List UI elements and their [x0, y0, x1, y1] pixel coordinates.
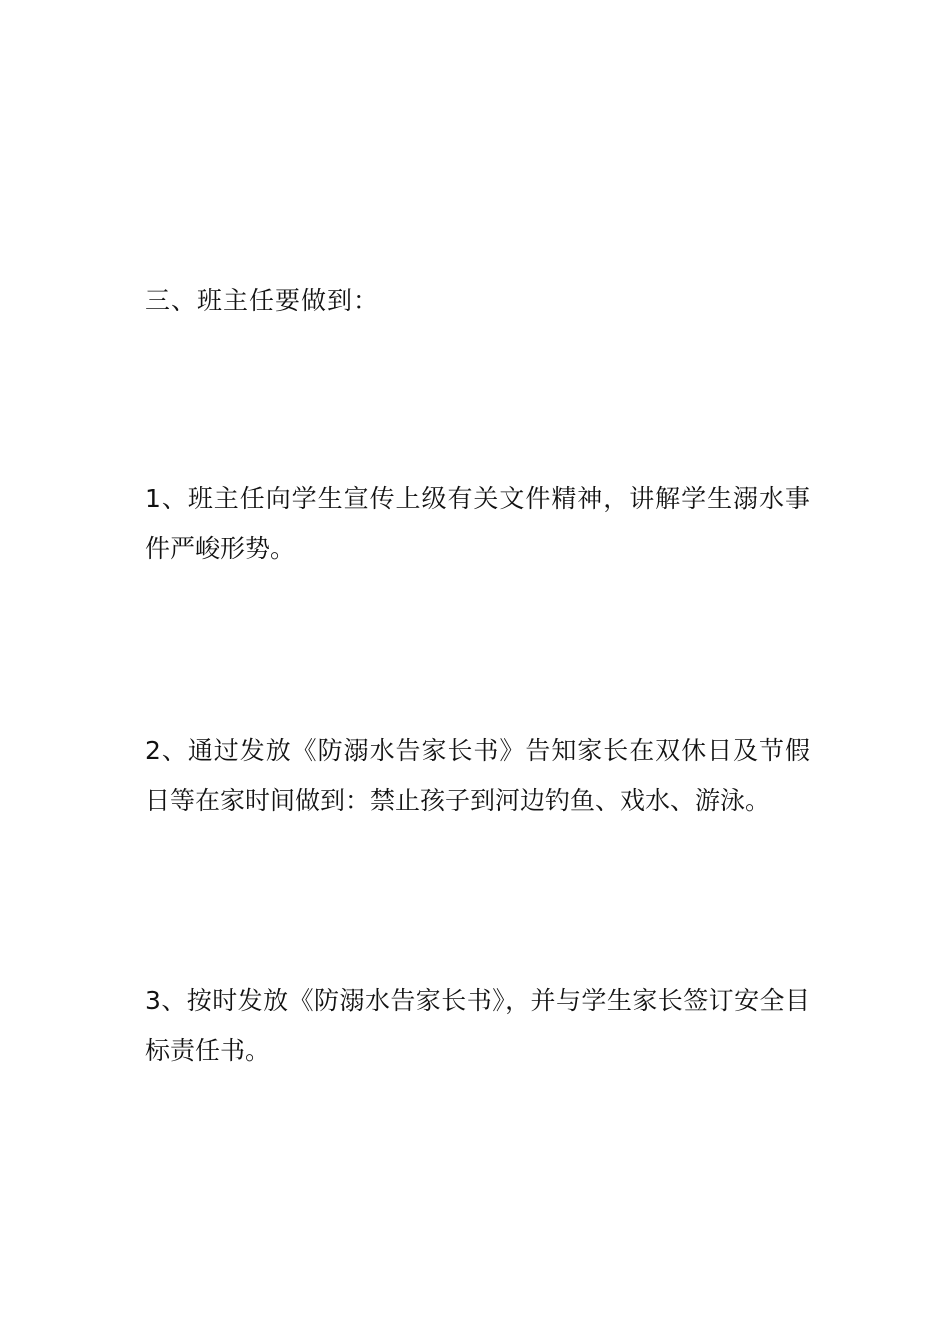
item-3-paragraph: 3、按时发放《防溺水告家长书》，并与学生家长签订安全目标责任书。 [145, 986, 810, 1065]
item-2-paragraph: 2、通过发放《防溺水告家长书》告知家长在双休日及节假日等在家时间做到：禁止孩子到河边钓鱼、戏水、游泳。 [145, 736, 810, 815]
section-heading: 三、班主任要做到： [145, 286, 380, 315]
item-1-paragraph: 1、班主任向学生宣传上级有关文件精神，讲解学生溺水事件严峻形势。 [145, 484, 810, 563]
